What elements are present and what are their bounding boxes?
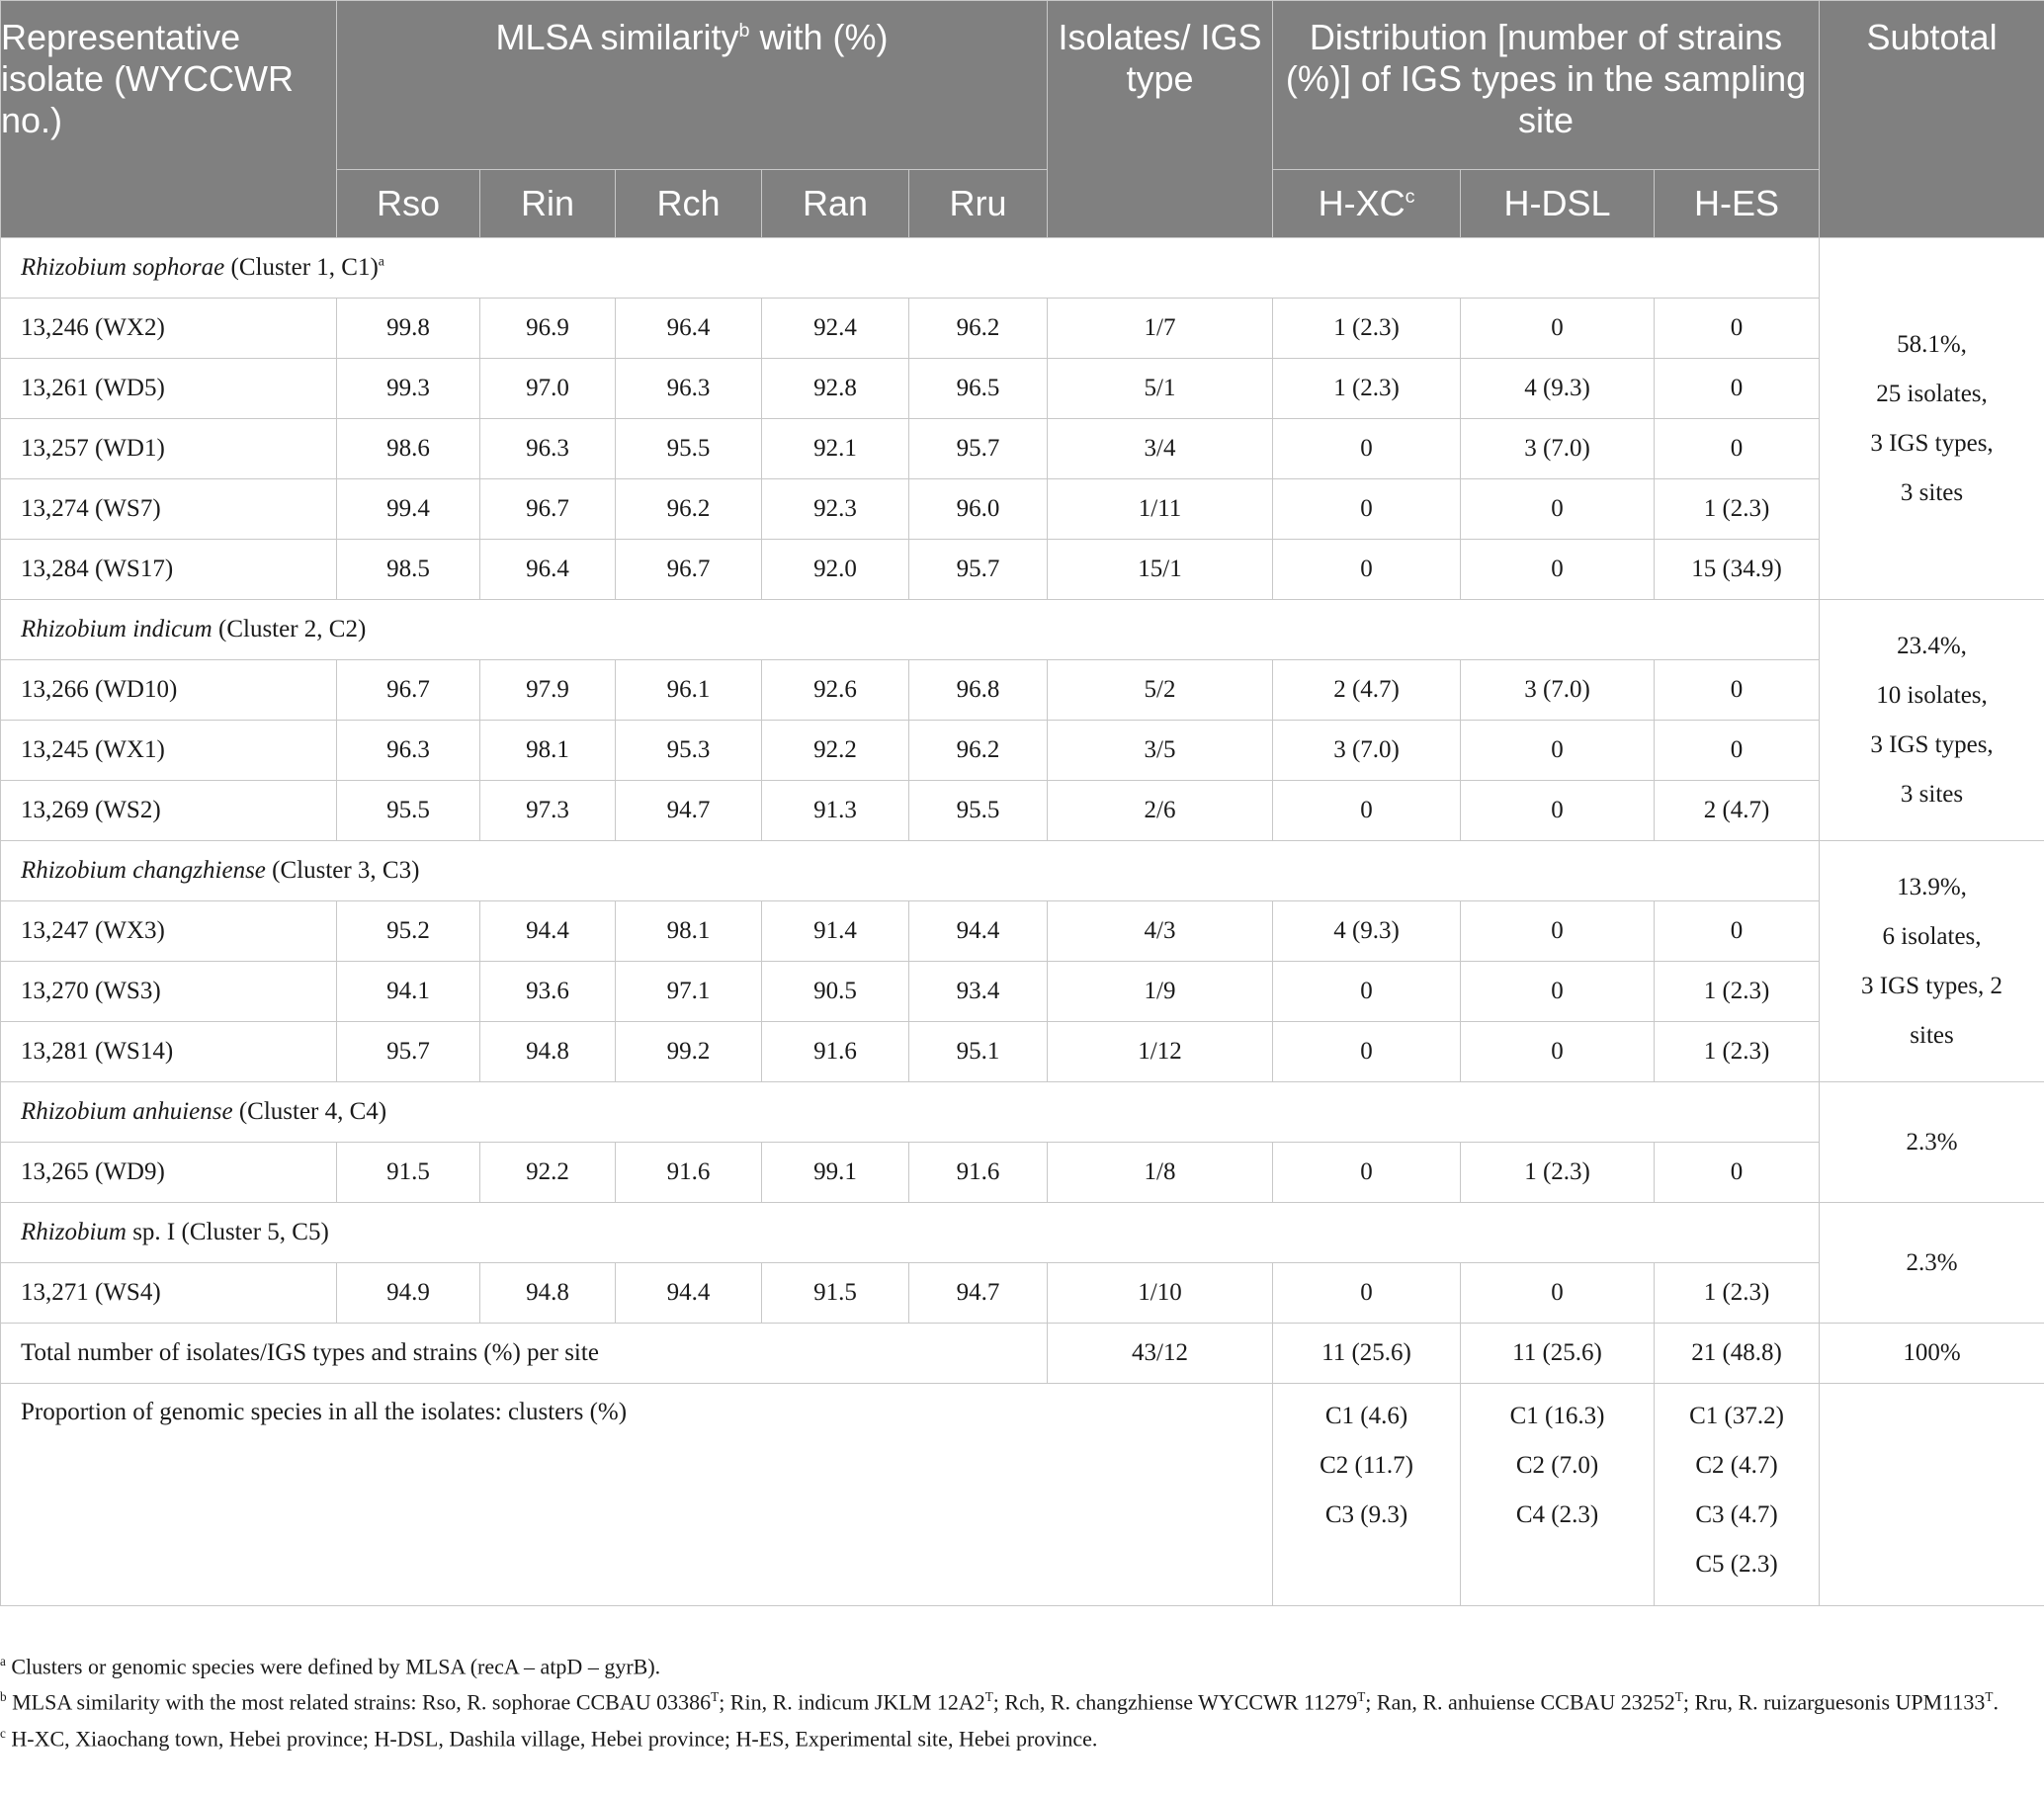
cell-hes: 15 (34.9) [1655,540,1820,600]
table-row [1,660,2044,721]
cell-rin: 97.0 [480,359,616,419]
group-footnote-mark: a [378,253,384,269]
cell-igs: 3/4 [1048,419,1273,479]
cell-hdsl: 3 (7.0) [1461,419,1655,479]
cell-hes: 0 [1655,1143,1820,1203]
cell-hes: 2 (4.7) [1655,781,1820,841]
footnote-b [0,1681,2044,1717]
header-isolate-text: Representative isolate (WYCCWR no.) [1,17,295,140]
cell-rch: 95.5 [616,419,762,479]
cell-hdsl: 0 [1461,721,1655,781]
header-hxc-footnote-mark: c [1405,186,1415,208]
cell-rru: 95.7 [909,419,1048,479]
subtotal-line: 6 isolates, [1882,922,1982,950]
cell-ran: 92.0 [762,540,909,600]
cell-igs: 1/12 [1048,1022,1273,1082]
subtotal-cell [1820,600,2044,841]
subtotal-line: 3 IGS types, [1870,730,1994,758]
cell-rso: 95.5 [337,781,480,841]
cell-ran: 92.4 [762,299,909,359]
subtotal-line: 25 isolates, [1876,380,1988,407]
cell-hxc: 3 (7.0) [1273,721,1461,781]
cell-igs: 1/9 [1048,962,1273,1022]
type-strain-mark: T [711,1689,720,1705]
cell-hes: 0 [1655,299,1820,359]
footnote-mark: b [0,1689,7,1705]
cell-rch: 96.1 [616,660,762,721]
cell-rin: 96.9 [480,299,616,359]
group-name [1,238,1820,299]
cell-rru: 96.2 [909,721,1048,781]
cell-rru: 95.1 [909,1022,1048,1082]
type-strain-mark: T [1357,1689,1366,1705]
cell-rso: 98.6 [337,419,480,479]
cell-rso: 99.4 [337,479,480,540]
cell-rch: 96.3 [616,359,762,419]
subtotal-line: 2.3% [1906,1248,1958,1276]
footnotes [0,1646,2044,1753]
table-row [1,781,2044,841]
proportion-label: Proportion of genomic species in all the isolates: clusters (%) [1,1384,1273,1606]
footnote-a [0,1646,2044,1681]
table-row [1,540,2044,600]
subtotal-line: 3 IGS types, 2 [1861,972,2003,999]
cell-igs: 5/1 [1048,359,1273,419]
cell-hxc: 0 [1273,479,1461,540]
subtotal-line: 3 sites [1900,478,1964,506]
group-species: Rhizobium sophorae [21,254,225,281]
cell-isolate: 13,266 (WD10) [1,660,337,721]
cell-rso: 96.7 [337,660,480,721]
proportion-value: C2 (7.0) [1515,1452,1599,1479]
cell-rin: 94.8 [480,1263,616,1324]
cell-hxc: 0 [1273,419,1461,479]
cell-hxc: 0 [1273,540,1461,600]
group-name [1,1082,1820,1143]
cell-hdsl: 0 [1461,540,1655,600]
footnote-mark: c [0,1725,6,1741]
cell-rru: 96.5 [909,359,1048,419]
cell-hxc: 2 (4.7) [1273,660,1461,721]
group-species: Rhizobium [21,1219,127,1245]
cell-rin: 97.3 [480,781,616,841]
cell-rch: 98.1 [616,901,762,962]
cell-rru: 96.8 [909,660,1048,721]
cell-rch: 96.4 [616,299,762,359]
cell-rin: 96.4 [480,540,616,600]
cell-igs: 5/2 [1048,660,1273,721]
type-strain-mark: T [1985,1689,1994,1705]
table-body [1,238,2044,1606]
proportion-value: C5 (2.3) [1695,1551,1778,1578]
subtotal-line: 13.9%, [1897,873,1967,900]
header-isolate [1,1,337,238]
cell-hdsl: 0 [1461,1022,1655,1082]
footnote-text: ; Rin, R. indicum [719,1689,875,1715]
proportion-hdsl [1461,1384,1655,1606]
cell-rso: 99.3 [337,359,480,419]
footnote-c [0,1718,2044,1753]
cell-igs: 4/3 [1048,901,1273,962]
table-row [1,299,2044,359]
proportion-value: C3 (4.7) [1695,1501,1778,1528]
footnote-text: ; Rru, R. ruizarguesonis [1682,1689,1896,1715]
table-row [1,419,2044,479]
cell-isolate: 13,284 (WS17) [1,540,337,600]
cell-rin: 94.4 [480,901,616,962]
group-cluster: (Cluster 4, C4) [232,1098,387,1125]
total-hes: 21 (48.8) [1655,1324,1820,1384]
cell-ran: 92.1 [762,419,909,479]
cell-igs: 1/7 [1048,299,1273,359]
cell-rin: 94.8 [480,1022,616,1082]
proportion-value: C1 (16.3) [1509,1403,1605,1429]
cell-hes: 1 (2.3) [1655,479,1820,540]
header-distribution-text: Distribution [number of strains (%)] of IGS types in the sampling site [1285,17,1807,140]
footnote-text: H-XC, Xiaochang town, Hebei province; H-DSL, Dashila village, Hebei province; H-ES, Experimental site, Hebei province. [11,1725,1098,1751]
cell-rin: 97.9 [480,660,616,721]
total-hdsl: 11 (25.6) [1461,1324,1655,1384]
header-hdsl: H-DSL [1461,170,1655,238]
header-mlsa-tail: with (%) [749,17,889,57]
cell-rso: 91.5 [337,1143,480,1203]
cell-hes: 1 (2.3) [1655,1022,1820,1082]
cell-hxc: 0 [1273,1022,1461,1082]
cell-rin: 92.2 [480,1143,616,1203]
cell-hes: 0 [1655,901,1820,962]
cell-hxc: 4 (9.3) [1273,901,1461,962]
total-row [1,1324,2044,1384]
proportion-value: C2 (11.7) [1320,1452,1413,1479]
cell-rin: 96.3 [480,419,616,479]
group-species: Rhizobium changzhiense [21,857,266,884]
cell-hdsl: 4 (9.3) [1461,359,1655,419]
cell-hdsl: 1 (2.3) [1461,1143,1655,1203]
cell-igs: 1/11 [1048,479,1273,540]
cell-hxc: 0 [1273,781,1461,841]
cell-rru: 96.2 [909,299,1048,359]
cell-igs: 15/1 [1048,540,1273,600]
proportion-value: C3 (9.3) [1324,1501,1408,1528]
footnote-text: Clusters or genomic species were defined by MLSA (recA – atpD – gyrB). [11,1654,661,1679]
header-hxc-text: H-XC [1318,183,1405,223]
proportion-value: C1 (37.2) [1689,1403,1784,1429]
group-row [1,1082,2044,1143]
proportion-hes [1655,1384,1820,1606]
cell-rru: 93.4 [909,962,1048,1022]
header-subtotal [1820,1,2044,238]
header-rso: Rso [337,170,480,238]
cell-hes: 0 [1655,660,1820,721]
group-row [1,238,2044,299]
cell-hdsl: 0 [1461,962,1655,1022]
footnote-text: ; Ran, R. anhuiense [1365,1689,1541,1715]
cell-hxc: 0 [1273,1143,1461,1203]
cell-rch: 91.6 [616,1143,762,1203]
subtotal-line: 3 sites [1900,780,1964,808]
header-mlsa-footnote-mark: b [738,20,750,42]
group-name [1,600,1820,660]
group-species: Rhizobium anhuiense [21,1098,233,1125]
footnote-text: UPM1133 [1895,1689,1986,1715]
cell-rru: 94.7 [909,1263,1048,1324]
cell-ran: 99.1 [762,1143,909,1203]
cell-igs: 3/5 [1048,721,1273,781]
header-hxc [1273,170,1461,238]
proportion-value: C2 (4.7) [1695,1452,1778,1479]
table-row [1,901,2044,962]
group-cluster: (Cluster 1, C1) [224,254,379,281]
subtotal-cell [1820,1082,2044,1203]
cell-ran: 91.6 [762,1022,909,1082]
subtotal-cell [1820,1203,2044,1324]
cell-ran: 90.5 [762,962,909,1022]
subtotal-line: 2.3% [1906,1128,1958,1155]
cell-isolate: 13,257 (WD1) [1,419,337,479]
cell-rso: 94.9 [337,1263,480,1324]
proportion-subtotal [1820,1384,2044,1606]
cell-rch: 94.7 [616,781,762,841]
cell-rin: 93.6 [480,962,616,1022]
table-row [1,479,2044,540]
header-ran: Ran [762,170,909,238]
cell-ran: 92.2 [762,721,909,781]
cell-hxc: 0 [1273,1263,1461,1324]
cell-ran: 92.8 [762,359,909,419]
cell-isolate: 13,269 (WS2) [1,781,337,841]
footnote-text: ; Rch, R. changzhiense [992,1689,1199,1715]
header-subtotal-text: Subtotal [1866,17,1998,57]
proportion-value: C4 (2.3) [1515,1501,1599,1528]
cell-ran: 92.6 [762,660,909,721]
footnote-text: WYCCWR 11279 [1198,1689,1358,1715]
cell-isolate: 13,274 (WS7) [1,479,337,540]
header-mlsa [337,1,1048,170]
cell-rru: 95.5 [909,781,1048,841]
table-row [1,962,2044,1022]
cell-isolate: 13,246 (WX2) [1,299,337,359]
cell-rso: 98.5 [337,540,480,600]
group-row [1,1203,2044,1263]
cell-isolate: 13,247 (WX3) [1,901,337,962]
total-hxc: 11 (25.6) [1273,1324,1461,1384]
cell-rch: 99.2 [616,1022,762,1082]
header-rru: Rru [909,170,1048,238]
cell-isolate: 13,265 (WD9) [1,1143,337,1203]
table-row [1,359,2044,419]
cell-ran: 91.5 [762,1263,909,1324]
cell-hdsl: 0 [1461,1263,1655,1324]
proportion-value: C1 (4.6) [1324,1403,1408,1429]
cell-rch: 96.7 [616,540,762,600]
cell-isolate: 13,245 (WX1) [1,721,337,781]
footnote-text: CCBAU 23252 [1540,1689,1675,1715]
cell-hdsl: 0 [1461,299,1655,359]
cell-hxc: 1 (2.3) [1273,299,1461,359]
cell-rin: 98.1 [480,721,616,781]
cell-hxc: 1 (2.3) [1273,359,1461,419]
proportion-row [1,1384,2044,1606]
footnote-text: JKLM 12A2 [874,1689,985,1715]
cell-ran: 92.3 [762,479,909,540]
total-subtotal: 100% [1820,1324,2044,1384]
table-row [1,1143,2044,1203]
subtotal-line: 10 isolates, [1876,681,1988,709]
cell-hdsl: 0 [1461,479,1655,540]
table-row [1,1263,2044,1324]
table-row [1,721,2044,781]
cell-hes: 1 (2.3) [1655,962,1820,1022]
cell-igs: 1/10 [1048,1263,1273,1324]
cell-rch: 95.3 [616,721,762,781]
footnote-text: MLSA similarity with the most related strains: Rso, R. sophorae [12,1689,576,1715]
group-cluster: (Cluster 3, C3) [265,857,420,884]
cell-ran: 91.4 [762,901,909,962]
subtotal-line: sites [1910,1021,1954,1049]
group-species: Rhizobium indicum [21,616,213,642]
footnote-mark: a [0,1654,6,1668]
cell-rch: 97.1 [616,962,762,1022]
cell-rso: 95.7 [337,1022,480,1082]
table-row [1,1022,2044,1082]
header-hes: H-ES [1655,170,1820,238]
group-name [1,1203,1820,1263]
total-label: Total number of isolates/IGS types and strains (%) per site [1,1324,1048,1384]
subtotal-line: 3 IGS types, [1870,429,1994,457]
cell-isolate: 13,271 (WS4) [1,1263,337,1324]
cell-rin: 96.7 [480,479,616,540]
group-name [1,841,1820,901]
group-cluster: sp. I (Cluster 5, C5) [126,1219,329,1245]
header-distribution [1273,1,1820,170]
type-strain-mark: T [1674,1689,1683,1705]
cell-hdsl: 0 [1461,901,1655,962]
cell-isolate: 13,261 (WD5) [1,359,337,419]
cell-hdsl: 3 (7.0) [1461,660,1655,721]
type-strain-mark: T [984,1689,993,1705]
cell-rch: 96.2 [616,479,762,540]
subtotal-cell [1820,238,2044,600]
header-mlsa-text: MLSA similarity [495,17,739,57]
group-cluster: (Cluster 2, C2) [212,616,367,642]
group-row [1,841,2044,901]
subtotal-line: 23.4%, [1897,632,1967,659]
cell-rso: 99.8 [337,299,480,359]
cell-hes: 0 [1655,359,1820,419]
header-igs-text: Isolates/ IGS type [1058,17,1262,99]
cell-rru: 91.6 [909,1143,1048,1203]
cell-hes: 0 [1655,721,1820,781]
header-rin: Rin [480,170,616,238]
header-igs [1048,1,1273,238]
cell-isolate: 13,270 (WS3) [1,962,337,1022]
cell-hxc: 0 [1273,962,1461,1022]
footnote-text: CCBAU 03386 [575,1689,712,1715]
cell-hes: 0 [1655,419,1820,479]
cell-rch: 94.4 [616,1263,762,1324]
footnote-text: . [1993,1689,1999,1715]
cell-hes: 1 (2.3) [1655,1263,1820,1324]
cell-rso: 96.3 [337,721,480,781]
proportion-hxc [1273,1384,1461,1606]
total-igs: 43/12 [1048,1324,1273,1384]
cell-rru: 95.7 [909,540,1048,600]
cell-rru: 96.0 [909,479,1048,540]
header-rch: Rch [616,170,762,238]
cell-rru: 94.4 [909,901,1048,962]
group-row [1,600,2044,660]
cell-isolate: 13,281 (WS14) [1,1022,337,1082]
cell-ran: 91.3 [762,781,909,841]
cell-hdsl: 0 [1461,781,1655,841]
cell-igs: 2/6 [1048,781,1273,841]
cell-rso: 94.1 [337,962,480,1022]
cell-igs: 1/8 [1048,1143,1273,1203]
cell-rso: 95.2 [337,901,480,962]
subtotal-line: 58.1%, [1897,330,1967,358]
subtotal-cell [1820,841,2044,1082]
